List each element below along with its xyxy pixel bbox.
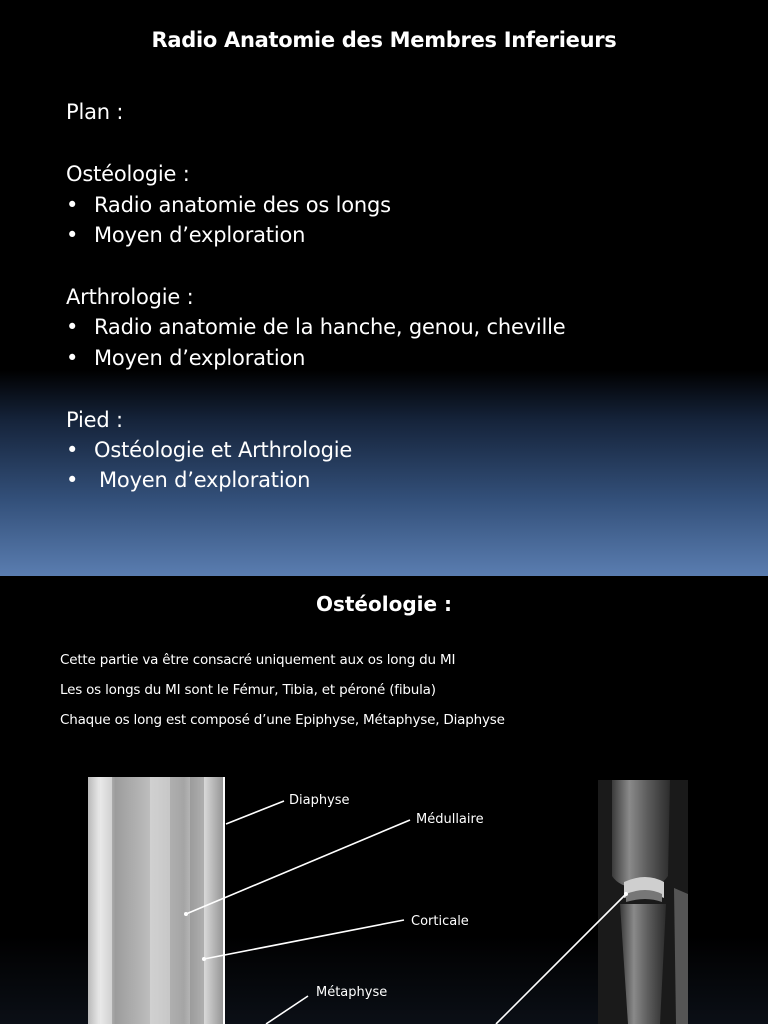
slide-title: Ostéologie : xyxy=(315,592,453,616)
text-line: Les os longs du MI sont le Fémur, Tibia, et péroné (fibula) xyxy=(60,682,436,698)
label-medullaire: Médullaire xyxy=(416,812,484,827)
bullet-icon: • xyxy=(66,315,79,339)
label-corticale: Corticale xyxy=(411,914,469,929)
bullet-icon: • xyxy=(66,468,79,492)
bullet-icon: • xyxy=(66,346,79,370)
plan-heading: Plan : xyxy=(66,100,124,124)
slide-plan: Radio Anatomie des Membres Inferieurs Plan : Ostéologie : • Radio anatomie des os longs • Moyen d’exploration Arthrologie : • Radio anatomie de la hanche, genou, cheville • Moyen d’exploration Pied : • Ostéologie et Arthrologie • Moyen d’exploration xyxy=(0,0,768,576)
bullet-icon: • xyxy=(66,193,79,217)
xray-figure xyxy=(0,576,768,1024)
label-metaphyse: Métaphyse xyxy=(316,985,388,1000)
text-line: Chaque os long est composé d’une Epiphyse, Métaphyse, Diaphyse xyxy=(60,712,505,728)
xray-image-ankle xyxy=(598,780,688,1024)
text-line: Cette partie va être consacré uniquement aux os long du MI xyxy=(60,652,456,668)
pied-heading: Pied : xyxy=(66,408,123,432)
slide-osteologie xyxy=(0,576,768,1024)
bullet-icon: • xyxy=(66,223,79,247)
arthrologie-heading: Arthrologie : xyxy=(66,285,194,309)
annotation-lines xyxy=(186,801,626,1024)
osteologie-heading: Ostéologie : xyxy=(66,162,190,186)
slide-title: Radio Anatomie des Membres Inferieurs xyxy=(151,28,617,52)
label-diaphyse: Diaphyse xyxy=(289,793,350,808)
xray-image-long-bone xyxy=(88,777,225,1024)
bullet-icon: • xyxy=(66,438,79,462)
